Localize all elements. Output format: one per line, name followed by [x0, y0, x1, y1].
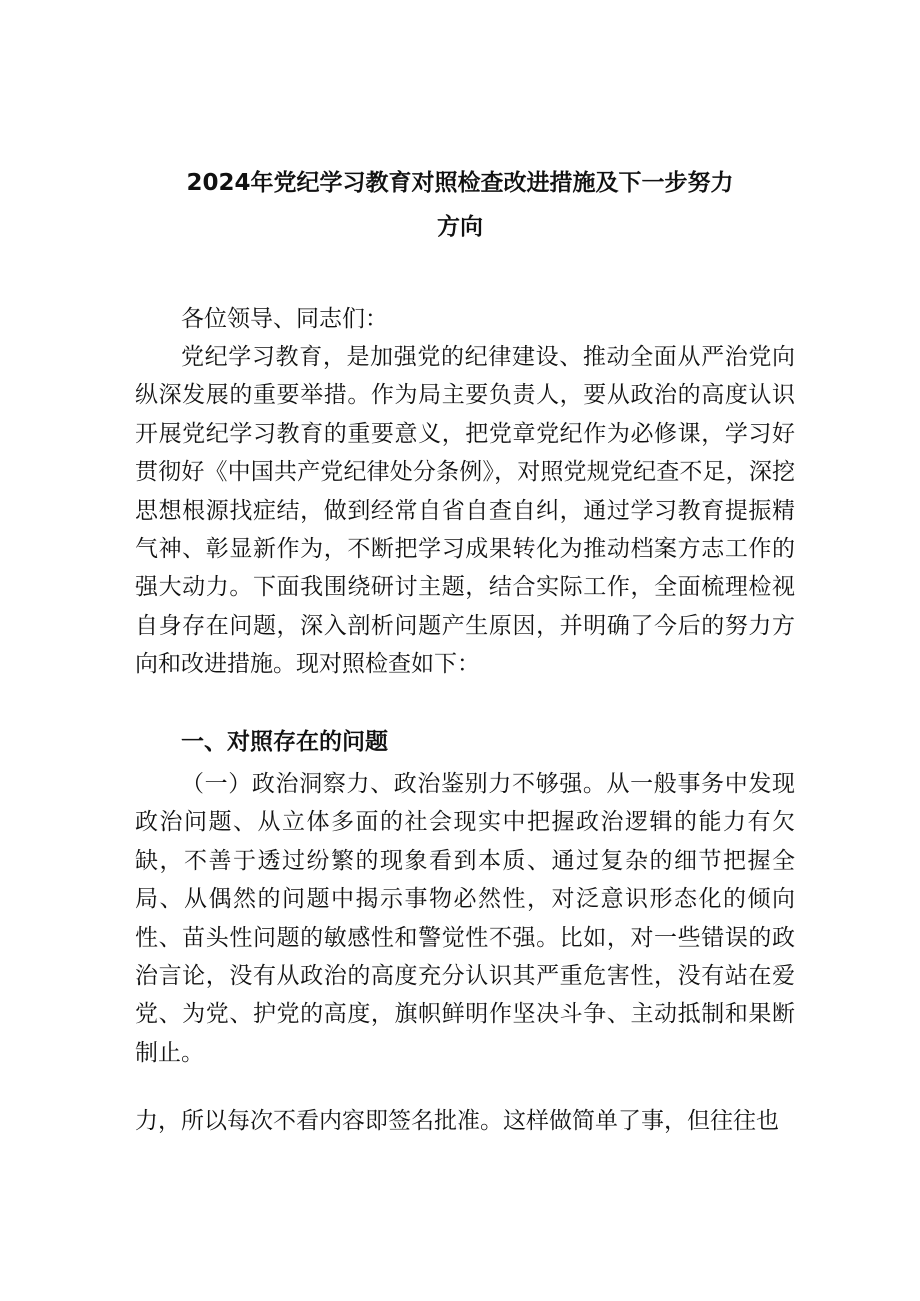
item-paragraph-1: （一）政治洞察力、政治鉴别力不够强。从一般事务中发现政治问题、从立体多面的社会现实中把握政治逻辑的能力有欠缺，不善于透过纷繁的现象看到本质、通过复杂的细节把握全局、从偶然的问题中揭示事物必然性，对泛意识形态化的倾向性、苗头性问题的敏感性和警觉性不强。比如，对一些错误的政治言论，没有从政治的高度充分认识其严重危害性，没有站在爱党、为党、护党的高度，旗帜鲜明作坚决斗争、主动抵制和果断制止。 — [135, 771, 795, 1066]
document-title-line-2: 方向 — [437, 214, 483, 240]
intro-paragraph: 党纪学习教育，是加强党的纪律建设、推动全面从严治党向纵深发展的重要举措。作为局主要负责人，要从政治的高度认识开展党纪学习教育的重要意义，把党章党纪作为必修课，学习好贯彻好《中国共产党纪律处分条例》，对照党规党纪查不足，深挖思想根源找症结，做到经常自省自查自纠，通过学习教育提振精气神、彰显新作为，不断把学习成果转化为推动档案方志工作的强大动力。下面我围绕研讨主题，结合实际工作，全面梳理检视自身存在问题，深入剖析问题产生原因，并明确了今后的努力方向和改进措施。现对照检查如下： — [135, 344, 795, 678]
section-heading-1: 一、对照存在的问题 — [181, 729, 388, 755]
salutation: 各位领导、同志们： — [181, 306, 388, 332]
document-title-line-1: 2024年党纪学习教育对照检查改进措施及下一步努力 — [186, 170, 734, 196]
paragraph-fragment: 力，所以每次不看内容即签名批准。这样做简单了事，但往往也 — [135, 1108, 779, 1134]
